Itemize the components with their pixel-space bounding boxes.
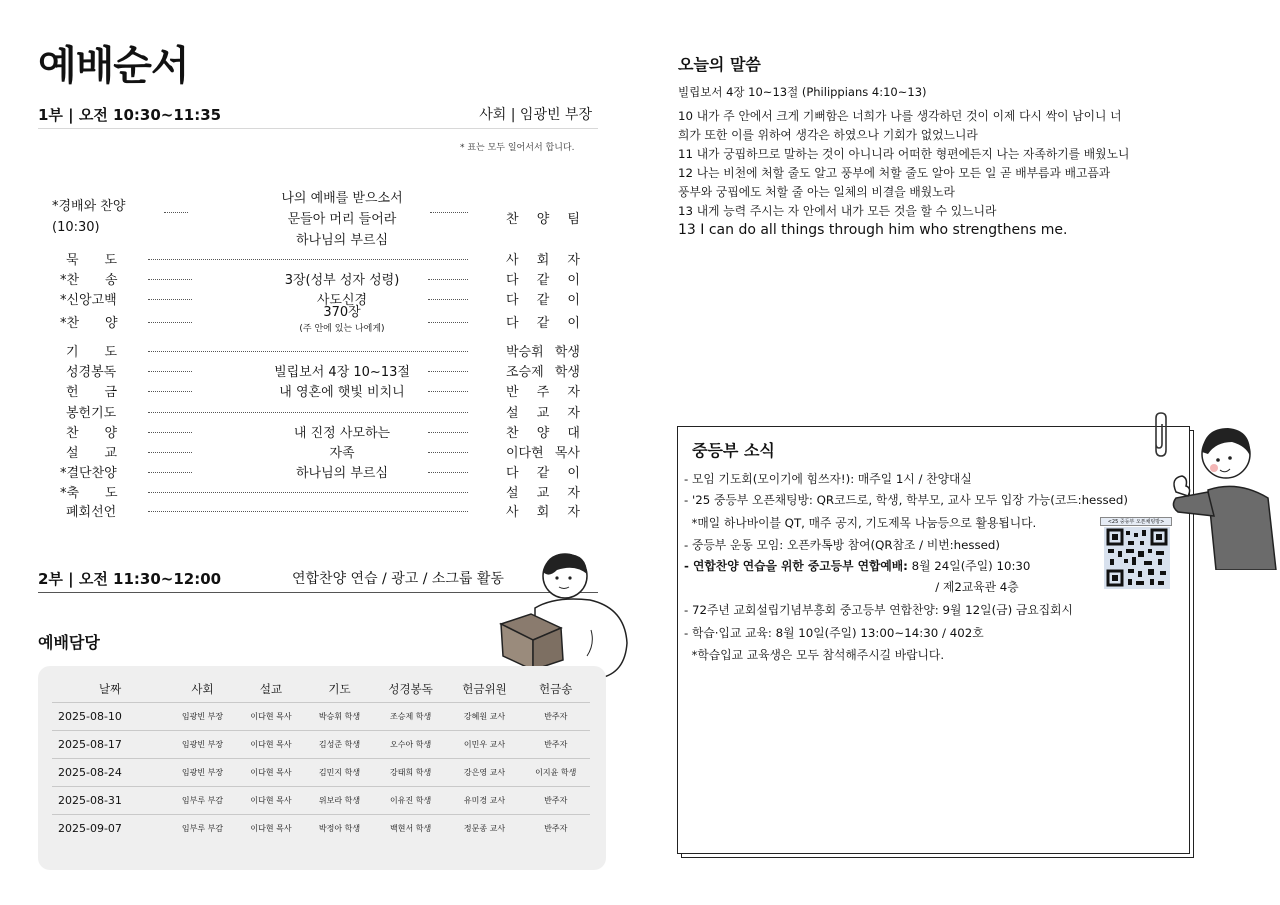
table-cell: 임부루 부감 (168, 814, 236, 842)
order-content: 370장 (323, 305, 361, 320)
leader-dots (148, 432, 192, 433)
divider (38, 128, 598, 129)
table-cell: 2025-09-07 (52, 814, 168, 842)
news-item (684, 536, 1000, 553)
standing-note: * 표는 모두 일어서서 합니다. (460, 143, 575, 153)
order-song: 나의 예배를 받으소서 문들아 머리 들어라 하나님의 부르심 (281, 191, 403, 248)
waving-person-illustration (1168, 420, 1280, 570)
news-item-text: - 72주년 교회설립기념부흥회 중고등부 연합찬양: 9월 12일(금) 금요집회시 (684, 603, 1073, 617)
table-cell: 이다현 목사 (237, 702, 305, 730)
table-cell: 박승휘 학생 (305, 702, 373, 730)
order-label: 봉헌기도 (66, 406, 117, 421)
order-role: 다 같 이 (506, 316, 580, 331)
order-item (52, 289, 580, 307)
order-content: 내 영혼에 햇빛 비치니 (279, 385, 405, 400)
table-cell: 이민우 교사 (448, 730, 522, 758)
column-header: 기도 (328, 681, 351, 696)
table-cell: 임부루 부감 (168, 786, 236, 814)
table-cell: 오수아 학생 (374, 730, 448, 758)
order-label: 설 교 (66, 446, 118, 461)
leader-dots (148, 452, 192, 453)
order-label: *찬 송 (60, 273, 118, 288)
page-title: 예배순서 (38, 43, 189, 89)
reading-person-illustration (495, 548, 630, 680)
part1-leader: 사회 | 임광빈 부장 (479, 107, 592, 123)
news-item (684, 470, 972, 487)
column-header: 헌금위원 (462, 681, 507, 696)
order-label: *신앙고백 (60, 293, 117, 308)
word-heading: 오늘의 말씀 (678, 55, 761, 74)
table-cell: 임광빈 부장 (168, 730, 236, 758)
table-row (52, 786, 590, 814)
order-content: 사도신경 (316, 293, 368, 308)
table-cell: 정문종 교사 (448, 814, 522, 842)
order-time: (10:30) (52, 220, 100, 235)
news-item-text: - '25 중등부 오픈채팅방: QR코드로, 학생, 학부모, 교사 모두 입장 가능(코드:hessed) (684, 493, 1128, 507)
column-header: 성경봉독 (388, 681, 433, 696)
table-cell: 조승제 학생 (374, 702, 448, 730)
table-cell: 이지윤 학생 (521, 758, 590, 786)
verse-line: 희가 또한 이를 위하여 생각은 하였으나 기회가 없었느니라 (678, 128, 978, 142)
order-subtitle: (주 안에 있는 나에게) (299, 324, 385, 334)
order-role: 설 교 자 (506, 406, 580, 421)
column-header: 설교 (259, 681, 283, 696)
leader-dots (428, 432, 468, 433)
news-item-text: / 제2교육관 4층 (684, 580, 1019, 594)
table-cell: 이다현 목사 (237, 730, 305, 758)
order-content: 내 진정 사모하는 (293, 426, 391, 441)
table-cell: 김민지 학생 (305, 758, 373, 786)
news-item-text: - 모임 기도회(모이기에 힘쓰자!): 매주일 1시 / 찬양대실 (684, 472, 972, 486)
table-row (52, 702, 590, 730)
leader-dots (430, 212, 468, 213)
leader-dots (148, 492, 468, 493)
order-item (52, 422, 580, 440)
table-row (52, 814, 590, 842)
news-item-text: *학습입교 교육생은 모두 참석해주시길 바랍니다. (684, 648, 945, 662)
leader-dots (428, 391, 468, 392)
order-item (52, 341, 580, 359)
table-cell: 이다현 목사 (237, 758, 305, 786)
order-label: 묵 도 (66, 253, 118, 268)
news-item (684, 646, 944, 663)
news-item-text: - 학습·입교 교육: 8월 10일(주일) 13:00~14:30 / 402호 (684, 626, 984, 640)
qr-caption: <25 중등부 오픈채팅방> (1100, 517, 1172, 526)
news-heading: 중등부 소식 (692, 441, 775, 460)
table-cell: 반주자 (521, 702, 590, 730)
news-item-text: - 중등부 운동 모임: 오픈카톡방 참여(QR참조 / 비번:hessed) (684, 538, 1001, 552)
table-cell: 임광빈 부장 (168, 758, 236, 786)
table-cell: 2025-08-17 (52, 730, 168, 758)
table-cell: 2025-08-31 (52, 786, 168, 814)
order-role: 다 같 이 (506, 293, 580, 308)
order-content: 빌립보서 4장 10~13절 (274, 365, 410, 380)
order-label: 기 도 (66, 345, 118, 360)
column-header: 사회 (191, 681, 214, 696)
leader-dots (148, 299, 192, 300)
news-item (684, 514, 1036, 531)
order-role: 설 교 자 (506, 486, 580, 501)
news-item (684, 557, 1030, 574)
leader-dots (428, 322, 468, 323)
table-cell: 임광빈 부장 (168, 702, 236, 730)
order-role: 사 회 자 (506, 253, 580, 268)
leader-dots (164, 212, 188, 213)
table-cell: 박정아 학생 (305, 814, 373, 842)
order-label: *경배와 찬양 (52, 199, 126, 214)
table-cell: 유미경 교사 (448, 786, 522, 814)
table-cell: 강은영 교사 (448, 758, 522, 786)
part1-heading: 1부 | 오전 10:30~11:35 (38, 106, 222, 124)
order-role: 다 같 이 (506, 273, 580, 288)
table-cell: 이유진 학생 (374, 786, 448, 814)
news-item (684, 624, 984, 641)
table-cell: 이다현 목사 (237, 814, 305, 842)
order-content: 자족 (329, 446, 355, 461)
leader-dots (428, 472, 468, 473)
order-item (52, 381, 580, 399)
order-label: 헌 금 (66, 385, 118, 400)
order-role: 찬 양 팀 (506, 212, 580, 227)
part2-activity: 연합찬양 연습 / 광고 / 소그룹 활동 (292, 571, 504, 587)
table-cell: 반주자 (521, 814, 590, 842)
order-role: 조승제 학생 (506, 365, 580, 380)
leader-dots (148, 371, 192, 372)
order-item (52, 249, 580, 267)
order-item (52, 190, 580, 248)
verse-line: 풍부와 궁핍에도 처할 줄 아는 일체의 비결을 배웠노라 (678, 185, 955, 199)
staff-schedule (38, 666, 606, 870)
order-item (52, 361, 580, 379)
verse-line: 13 내게 능력 주시는 자 안에서 내가 모든 것을 할 수 있느니라 (678, 204, 997, 218)
column-header: 헌금송 (539, 681, 573, 696)
staff-table (52, 676, 590, 842)
leader-dots (148, 279, 192, 280)
verse-line: 12 나는 비천에 처할 줄도 알고 풍부에 처할 줄도 알아 모든 일 곧 배부름과 배고픔과 (678, 166, 1111, 180)
table-cell: 반주자 (521, 786, 590, 814)
order-item (52, 305, 580, 334)
table-row (52, 730, 590, 758)
leader-dots (148, 472, 192, 473)
scripture-reference: 빌립보서 4장 10~13절 (Philippians 4:10~13) (678, 85, 927, 99)
part2-heading: 2부 | 오전 11:30~12:00 (38, 570, 222, 588)
verse-line: 13 I can do all things through him who strengthens me. (678, 222, 1068, 238)
leader-dots (148, 511, 468, 512)
news-item-bold: - 연합찬양 연습을 위한 중고등부 연합예배: (684, 559, 908, 573)
news-item (684, 601, 1073, 618)
verse-line: 11 내가 궁핍하므로 말하는 것이 아니니라 어떠한 형편에든지 나는 자족하기를 배웠노니 (678, 147, 1130, 161)
table-cell: 강태희 학생 (374, 758, 448, 786)
table-cell: 강혜원 교사 (448, 702, 522, 730)
order-item (52, 402, 580, 420)
table-cell: 위보라 학생 (305, 786, 373, 814)
leader-dots (428, 299, 468, 300)
news-item (684, 491, 1128, 508)
order-role: 이다현 목사 (506, 446, 580, 461)
table-cell: 이다현 목사 (237, 786, 305, 814)
news-item-text: *매일 하나바이블 QT, 매주 공지, 기도제목 나눔등으로 활용됩니다. (684, 516, 1037, 530)
qr-code[interactable] (1104, 527, 1170, 589)
leader-dots (148, 259, 468, 260)
order-item (52, 269, 580, 287)
news-item (684, 578, 1019, 595)
column-header: 날짜 (99, 681, 122, 696)
order-role: 다 같 이 (506, 466, 580, 481)
leader-dots (428, 279, 468, 280)
table-cell: 반주자 (521, 730, 590, 758)
order-item (52, 482, 580, 500)
order-role: 박승휘 학생 (506, 345, 580, 360)
table-cell: 2025-08-10 (52, 702, 168, 730)
order-role: 사 회 자 (506, 505, 580, 520)
order-content: 하나님의 부르심 (295, 466, 389, 481)
order-label: *찬 양 (60, 316, 118, 331)
leader-dots (428, 371, 468, 372)
table-cell: 김성준 학생 (305, 730, 373, 758)
staff-heading: 예배담당 (38, 633, 100, 652)
order-role: 반 주 자 (506, 385, 580, 400)
order-item (52, 442, 580, 460)
order-content: 3장(성부 성자 성령) (284, 273, 400, 288)
leader-dots (148, 391, 192, 392)
table-cell: 2025-08-24 (52, 758, 168, 786)
leader-dots (428, 452, 468, 453)
leader-dots (148, 412, 468, 413)
order-item (52, 501, 580, 519)
leader-dots (148, 351, 468, 352)
leader-dots (148, 322, 192, 323)
order-label: 찬 양 (66, 426, 118, 441)
table-cell: 백현서 학생 (374, 814, 448, 842)
table-row (52, 758, 590, 786)
verse-line: 10 내가 주 안에서 크게 기뻐함은 너희가 나를 생각하던 것이 이제 다시 싹이 남이니 너 (678, 109, 1122, 123)
news-item-text: 8월 24일(주일) 10:30 (907, 559, 1031, 573)
order-role: 찬 양 대 (506, 426, 580, 441)
order-item (52, 462, 580, 480)
order-label: 폐회선언 (66, 505, 117, 520)
order-label: *결단찬양 (60, 466, 117, 481)
order-label: 성경봉독 (66, 365, 117, 380)
order-label: *축 도 (60, 486, 118, 501)
